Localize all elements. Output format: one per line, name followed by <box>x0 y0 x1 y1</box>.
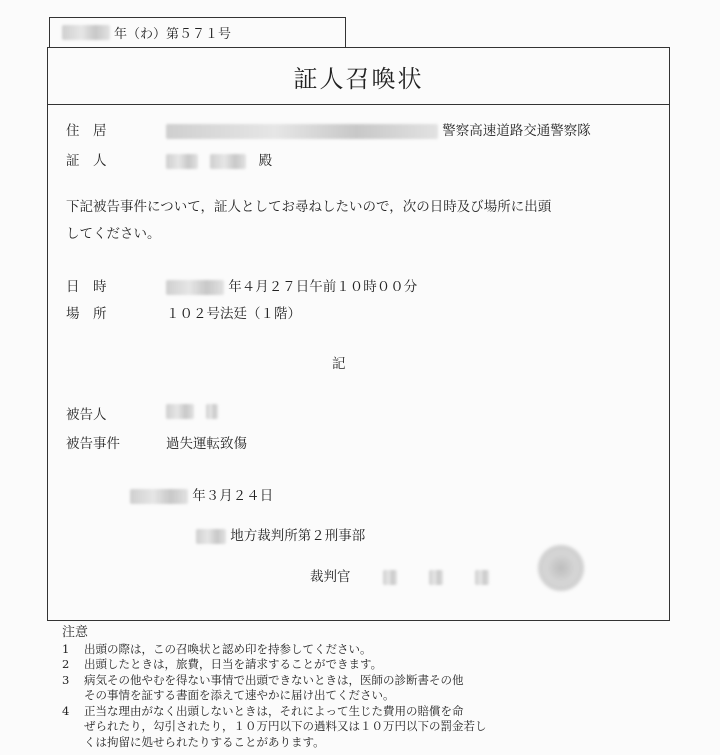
datetime-label: 日 時 <box>66 279 107 295</box>
note-item <box>62 704 487 751</box>
ki-marker: 記 <box>332 356 346 372</box>
issue-date-row <box>130 484 273 504</box>
datetime-value: 年４月２７日午前１０時００分 <box>228 279 418 295</box>
redacted-defendant-name <box>166 404 194 419</box>
judge-row <box>310 565 489 585</box>
redacted-judge-name-3 <box>475 570 489 585</box>
witness-row <box>166 149 272 169</box>
redacted-witness-name-2 <box>210 154 246 169</box>
redacted-defendant-name-2 <box>206 404 218 419</box>
judge-label: 裁判官 <box>310 569 351 585</box>
witness-label: 証 人 <box>66 153 107 169</box>
note-text: 正当な理由がなく出頭しないときは，それによって生じた費用の賠償を命 ぜられたり，勾引されたり，１０万円以下の過料又は１０万円以下の罰金若し くは拘留に処せられたりすることがあります。 <box>84 703 487 749</box>
datetime-row <box>166 275 417 295</box>
note-number: 1 <box>62 641 70 656</box>
case-value: 過失運転致傷 <box>166 436 247 452</box>
address-label: 住 居 <box>66 123 107 139</box>
note-text: 出頭の際は，この召喚状と認め印を持参してください。 <box>84 641 372 656</box>
body-line-2: してください。 <box>66 226 161 242</box>
note-item <box>62 673 487 704</box>
redacted-region <box>196 529 226 544</box>
address-row <box>166 119 591 139</box>
defendant-label: 被告人 <box>66 407 107 423</box>
title-band <box>48 48 669 105</box>
note-text: 出頭したときは，旅費，日当を請求することができます。 <box>84 657 383 671</box>
place-value: １０２号法廷（１階） <box>166 306 301 322</box>
place-label: 場 所 <box>66 306 107 322</box>
notes-section <box>62 625 487 750</box>
issue-date: 年３月２４日 <box>192 488 274 504</box>
honorific: 殿 <box>258 153 273 169</box>
note-item <box>62 657 487 673</box>
redacted-year <box>62 25 110 40</box>
notes-heading: 注意 <box>62 625 89 640</box>
address-suffix: 警察高速道路交通警察隊 <box>442 123 591 139</box>
note-number: 3 <box>62 672 70 687</box>
redacted-address <box>166 124 438 139</box>
court-name: 地方裁判所第２刑事部 <box>230 528 366 544</box>
redacted-seal <box>538 545 584 591</box>
court-row <box>196 524 365 544</box>
redacted-year <box>166 280 224 295</box>
defendant-row <box>166 403 218 419</box>
redacted-judge-name <box>383 570 397 585</box>
note-number: 2 <box>62 657 70 671</box>
page-title: 証人召喚状 <box>293 64 424 93</box>
case-label: 被告事件 <box>66 436 120 452</box>
case-number-box <box>49 17 346 47</box>
case-number: 年（わ）第５７１号 <box>114 27 232 42</box>
note-number: 4 <box>62 703 70 718</box>
redacted-judge-name-2 <box>429 570 443 585</box>
redacted-year <box>130 489 188 504</box>
redacted-witness-name <box>166 154 198 169</box>
note-item <box>62 642 487 658</box>
body-line-1: 下記被告事件について，証人としてお尋ねしたいので，次の日時及び場所に出頭 <box>66 199 552 215</box>
note-text: 病気その他やむを得ない事情で出頭できないときは，医師の診断書その他 その事情を証する書面を添えて速やかに届け出てください。 <box>84 672 464 702</box>
